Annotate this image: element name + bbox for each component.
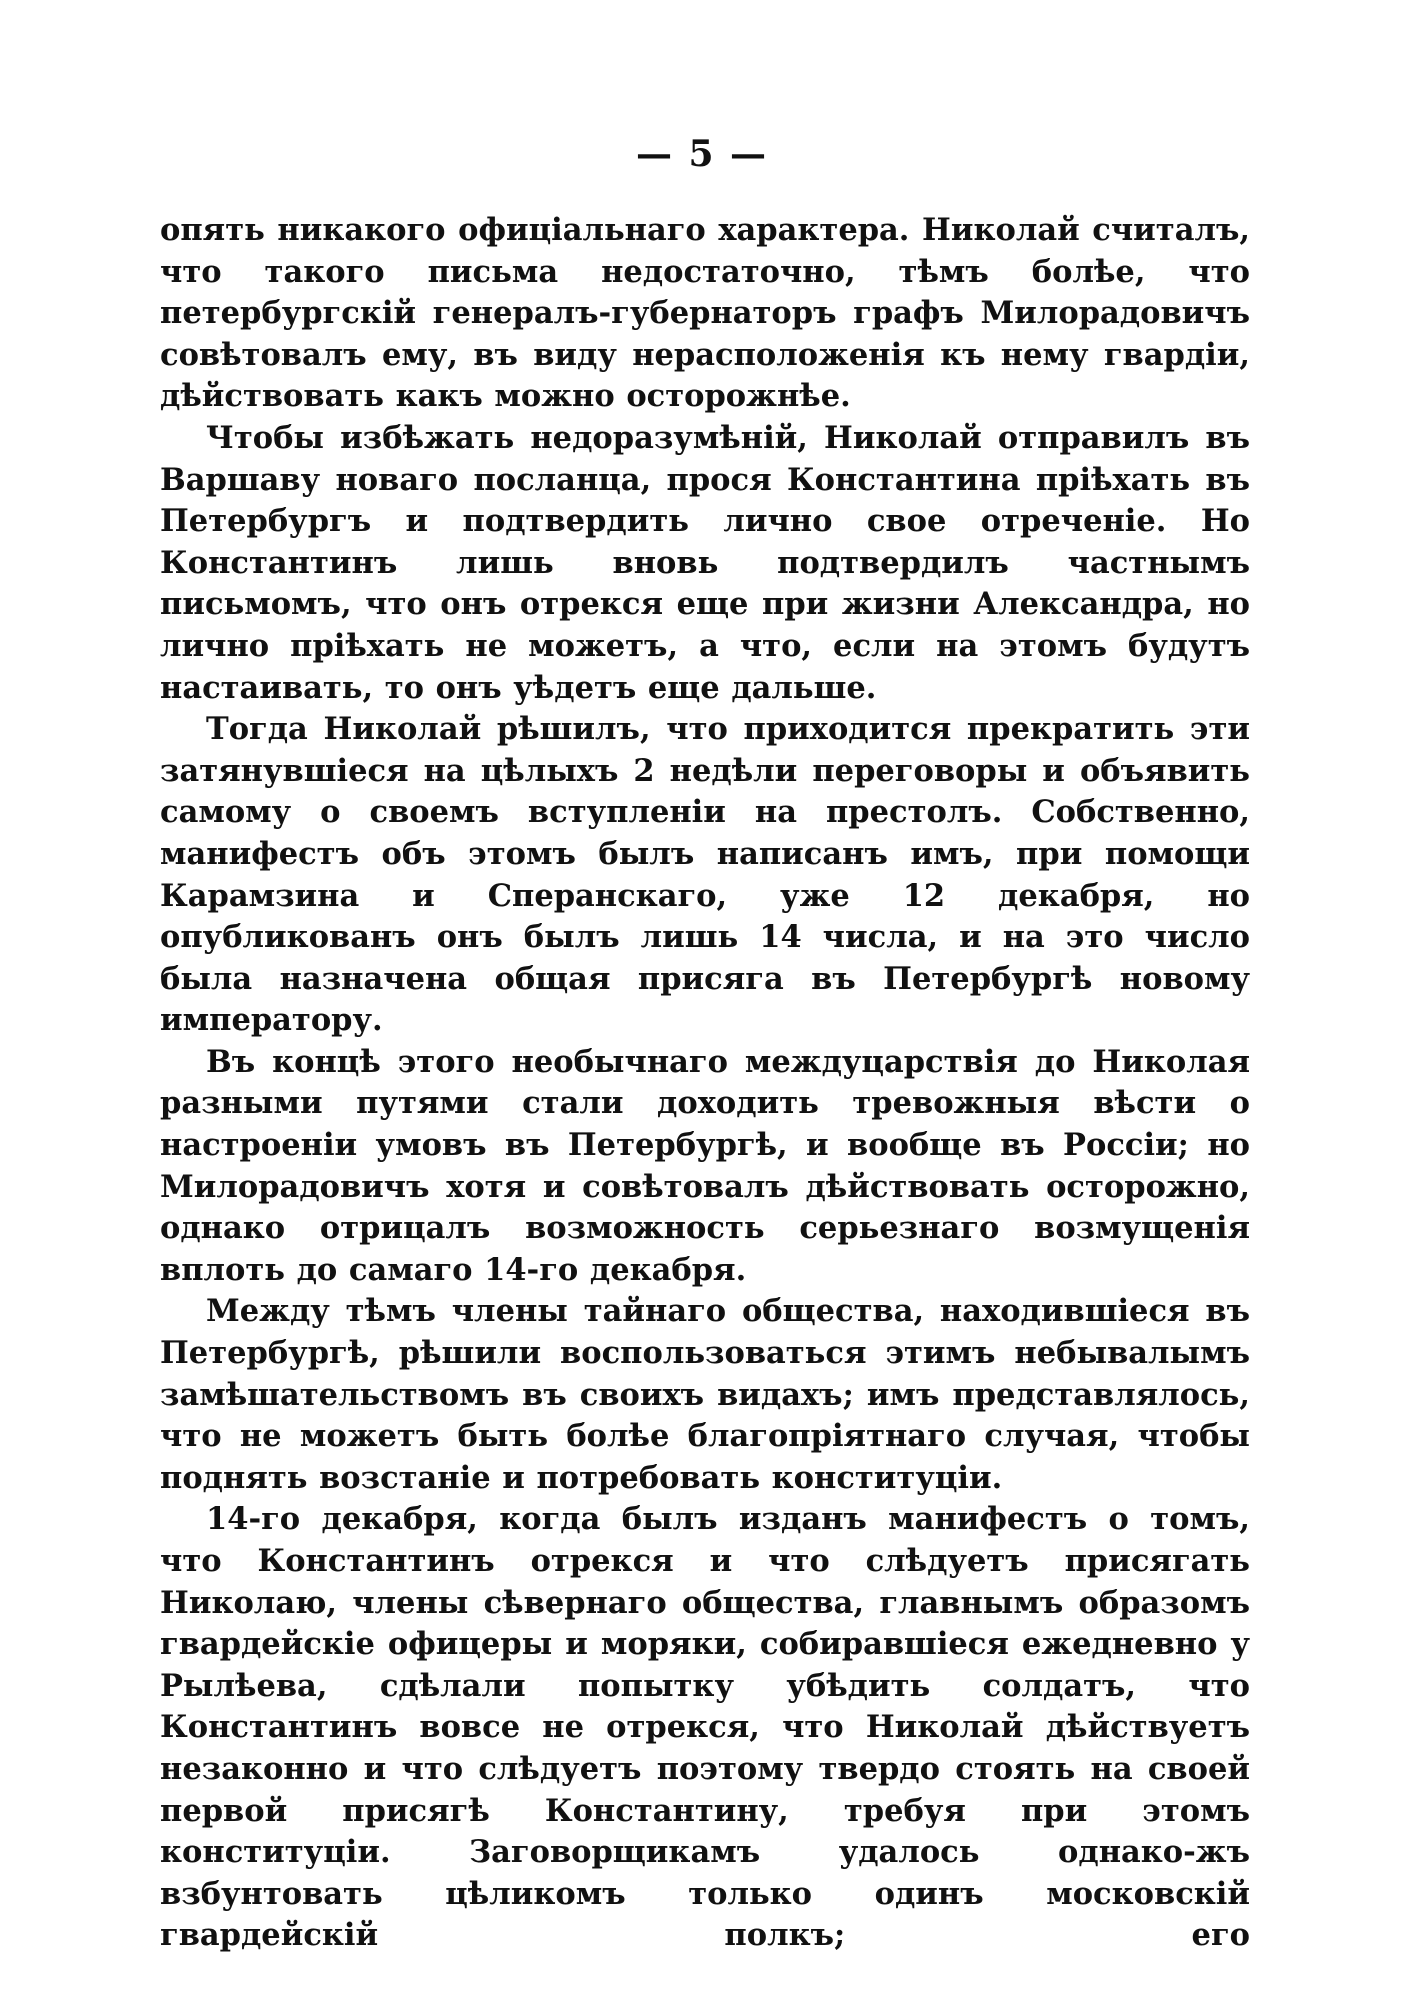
paragraph-6: 14-го декабря, когда былъ изданъ манифестъ о томъ, что Константинъ отрекся и что слѣдуетъ присягать Николаю, члены сѣвернаго общества, главнымъ образомъ гвардейскіе офицеры и моряки, собиравшіеся ежедневно у Рылѣева, сдѣлали попытку убѣдить солдатъ, что Константинъ вовсе не отрекся, что Николай дѣйствуетъ незаконно и что слѣдуетъ поэтому твердо стоять на своей первой присягѣ Константину, требуя при этомъ конституціи. Заговорщикамъ удалось однако-жъ взбунтовать цѣликомъ только одинъ московскій гвардейскій полкъ; его — [160, 1501, 1250, 1954]
paragraph-2: Чтобы избѣжать недоразумѣній, Николай отправилъ въ Варшаву новаго посланца, прося Константина пріѣхать въ Петербургъ и подтвердить лично свое отреченіе. Но Константинъ лишь вновь подтвердилъ частнымъ письмомъ, что онъ отрекся еще при жизни Александра, но лично пріѣхать не можетъ, а что, если на этомъ будутъ настаивать, то онъ уѣдетъ еще дальше. — [160, 419, 1250, 706]
paragraph-1: опять никакого офиціальнаго характера. Николай считалъ, что такого письма недостаточно, тѣмъ болѣе, что петербургскій генералъ-губернаторъ графъ Милорадовичъ совѣтовалъ ему, въ виду нерасположенія къ нему гвардіи, дѣйствовать какъ можно осторожнѣе. — [160, 212, 1250, 415]
body-text — [160, 210, 1250, 1957]
paragraph-5: Между тѣмъ члены тайнаго общества, находившіеся въ Петербургѣ, рѣшили воспользоваться этимъ небывалымъ замѣшательствомъ въ своихъ видахъ; имъ представлялось, что не можетъ быть болѣе благопріятнаго случая, чтобы поднять возстаніе и потребовать конституціи. — [160, 1293, 1250, 1496]
paragraph-4: Въ концѣ этого необычнаго междуцарствія до Николая разными путями стали доходить тревожныя вѣсти о настроеніи умовъ въ Петербургѣ, и вообще въ Россіи; но Милорадовичъ хотя и совѣтовалъ дѣйствовать осторожно, однако отрицалъ возможность серьезнаго возмущенія вплоть до самаго 14-го декабря. — [160, 1043, 1250, 1288]
page-number: — 5 — — [635, 133, 769, 175]
paragraph-3: Тогда Николай рѣшилъ, что приходится прекратить эти затянувшіеся на цѣлыхъ 2 недѣли переговоры и объявить самому о своемъ вступленіи на престолъ. Собственно, манифестъ объ этомъ былъ написанъ имъ, при помощи Карамзина и Сперанскаго, уже 12 декабря, но опубликованъ онъ былъ лишь 14 числа, и на это число была назначена общая присяга въ Петербургѣ новому императору. — [160, 711, 1250, 1039]
